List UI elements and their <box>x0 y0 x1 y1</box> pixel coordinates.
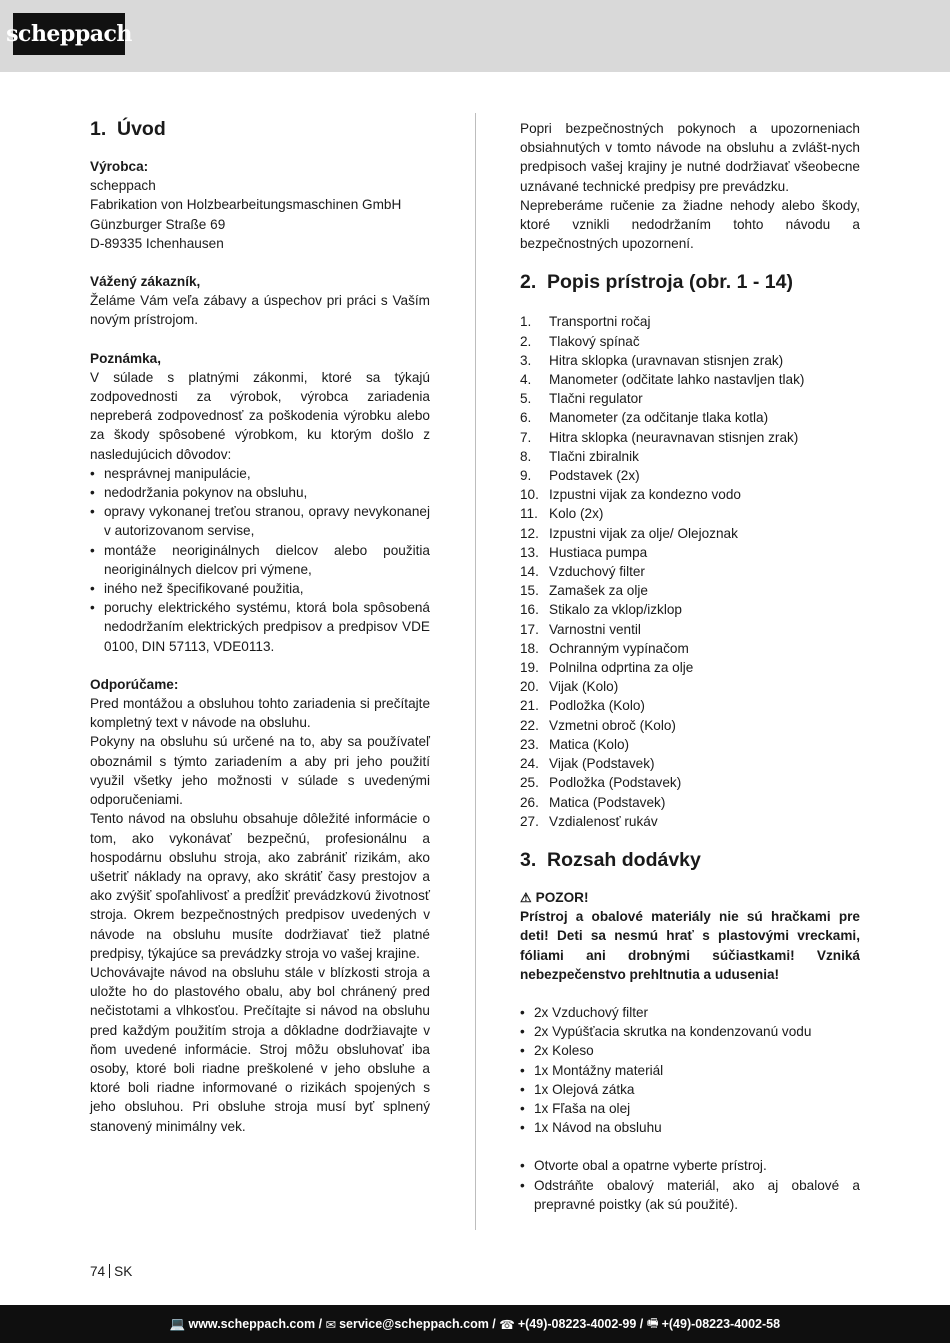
email-link[interactable]: service@scheppach.com / <box>339 1317 496 1331</box>
part-number: 24. <box>520 756 539 772</box>
unpacking-steps-list <box>520 1156 860 1214</box>
note-block <box>90 349 430 656</box>
part-number: 4. <box>520 372 532 388</box>
part-number: 20. <box>520 679 539 695</box>
part-name: Ochranným vypínačom <box>549 640 689 656</box>
list-item <box>520 428 860 447</box>
part-name: Zamašek za olje <box>549 583 648 599</box>
list-item <box>520 716 860 735</box>
part-name: Vzduchový filter <box>549 564 645 580</box>
page-number: 74 <box>90 1264 106 1279</box>
recommend-paragraph: Pokyny na obsluhu sú určené na to, aby sa používateľ oboznámil s týmto zariadením a aby pri jeho použití využil všetky jeho možnosti v súlade s uvedenými odporučeniami. <box>90 734 430 808</box>
list-item <box>520 754 860 773</box>
delivery-items-list <box>520 1003 860 1137</box>
page-footer <box>90 1264 132 1279</box>
list-item <box>520 639 860 658</box>
note-label: Poznámka, <box>90 350 162 366</box>
part-name: Matica (Kolo) <box>549 736 630 752</box>
list-item <box>520 658 860 677</box>
recommend-paragraph: Tento návod na obsluhu obsahuje dôležité informácie o tom, ako vykonávať bezpečnú, profesionálnu a hospodárnu obsluhu stroja, ako zabrániť rizikám, ako ušetriť náklady na opravy, ako skrátiť časy prestojov a ako zvýšiť spoľahlivosť a predĺžiť prevádzkovú životnosť stroja. Okrem bezpečnostných predpisov uvedených v návode na obsluhu musíte dodržiavať tiež platné predpisy, týkajúce sa prevádzky stroja vo vašej krajine. <box>90 811 430 961</box>
part-name: Vijak (Kolo) <box>549 679 619 695</box>
list-item: • iného než špecifikované použitia, <box>90 579 430 598</box>
part-name: Polnilna odprtina za olje <box>549 660 694 676</box>
recommend-paragraph: Uchovávajte návod na obsluhu stále v blízkosti stroja a uložte ho do plastového obalu, aby bol chránený pred nečistotami a vlhkosťou. Prečítajte si návod na obsluhu pred každým použitím stroja a dôkladne dodržiavajte v ňom uvedené informácie. Stroj môžu obsluhovať iba osoby, ktoré boli riadne preškolené v jeho obsluhe a ktoré boli riadne informované o rizikách spojených s jeho obsluhou. Pri obsluhe stroja musí byť splnený stanovený minimálny vek. <box>90 964 430 1134</box>
fax-icon: 🖷 <box>646 1315 659 1330</box>
list-item <box>520 370 860 389</box>
part-number: 21. <box>520 698 539 714</box>
list-item <box>520 524 860 543</box>
part-number: 3. <box>520 352 532 368</box>
contact-bar <box>0 1305 950 1343</box>
intro-paragraph: Popri bezpečnostných pokynoch a upozorneniach obsiahnutých v tomto návode na obsluhu a zvlášt-nych predpisoch vašej krajiny je nutné dodržiavať všeobecne uznávané technické predpisy pre prevádzku. <box>520 121 860 194</box>
list-item <box>520 389 860 408</box>
list-item <box>520 562 860 581</box>
parts-list <box>520 312 860 830</box>
manufacturer-label: Výrobca: <box>90 159 149 174</box>
list-item <box>520 735 860 754</box>
section-title: Rozsah dodávky <box>547 848 701 871</box>
customer-label: Vážený zákazník, <box>90 274 201 290</box>
list-item <box>520 447 860 466</box>
page-separator <box>109 1264 110 1278</box>
list-item <box>520 600 860 619</box>
part-number: 19. <box>520 660 539 676</box>
list-item: • 2x Vzduchový filter <box>520 1003 860 1022</box>
part-name: Manometer (za odčitanje tlaka kotla) <box>549 410 769 426</box>
manufacturer-block <box>90 157 430 253</box>
part-number: 17. <box>520 621 539 637</box>
section-title: Popis prístroja (obr. 1 - 14) <box>547 271 793 294</box>
part-name: Vzmetni obroč (Kolo) <box>549 717 676 733</box>
part-number: 5. <box>520 391 532 407</box>
fax-number: +(49)-08223-4002-58 <box>661 1317 781 1331</box>
list-item <box>520 485 860 504</box>
part-name: Vijak (Podstavek) <box>549 756 655 772</box>
list-item: • montáže neoriginálnych dielcov alebo použitia neoriginálnych dielcov pri výmene, <box>90 541 430 579</box>
part-number: 22. <box>520 717 539 733</box>
part-name: Manometer (odčitate lahko nastavljen tlak) <box>549 372 805 388</box>
part-name: Hustiaca pumpa <box>549 544 648 560</box>
list-item: • opravy vykonanej treťou stranou, opravy nevykonanej v autorizovanom servise, <box>90 502 430 540</box>
part-number: 9. <box>520 468 532 484</box>
list-item: • 1x Montážny materiál <box>520 1061 860 1080</box>
list-item: • 1x Návod na obsluhu <box>520 1118 860 1137</box>
part-number: 2. <box>520 333 532 349</box>
list-item <box>520 332 860 351</box>
list-item <box>520 620 860 639</box>
part-name: Kolo (2x) <box>549 506 604 522</box>
recommend-label: Odporúčame: <box>90 676 179 692</box>
scheppach-logo: scheppach <box>13 13 125 55</box>
language-code: SK <box>114 1264 133 1279</box>
section-2-heading <box>520 270 860 294</box>
part-number: 8. <box>520 448 532 464</box>
part-name: Varnostni ventil <box>549 621 641 637</box>
customer-text: Želáme Vám veľa zábavy a úspechov pri práci s Vaším novým prístrojom. <box>90 293 430 328</box>
computer-icon: 💻 <box>169 1316 186 1331</box>
part-name: Tlačni zbiralnik <box>549 448 639 464</box>
part-number: 14. <box>520 564 539 580</box>
part-name: Podložka (Kolo) <box>549 698 645 714</box>
list-item <box>520 677 860 696</box>
part-name: Podložka (Podstavek) <box>549 775 682 791</box>
list-item: • nedodržania pokynov na obsluhu, <box>90 483 430 502</box>
part-name: Vzdialenosť rukáv <box>549 813 658 829</box>
list-item: • Otvorte obal a opatrne vyberte prístroj. <box>520 1156 860 1175</box>
section-number: 1. <box>90 118 107 140</box>
part-name: Matica (Podstavek) <box>549 794 666 810</box>
part-name: Tlačni regulator <box>549 391 643 407</box>
list-item <box>520 466 860 485</box>
intro-block <box>520 119 860 253</box>
manufacturer-line: D-89335 Ichenhausen <box>90 235 224 251</box>
part-name: Hitra sklopka (neuravnavan stisnjen zrak) <box>549 429 799 445</box>
list-item: • 2x Vypúšťacia skrutka na kondenzovanú vodu <box>520 1022 860 1041</box>
part-number: 6. <box>520 410 532 426</box>
phone-icon: ☎ <box>499 1317 515 1332</box>
part-number: 25. <box>520 775 539 791</box>
part-name: Izpustni vijak za kondezno vodo <box>549 487 741 503</box>
part-number: 27. <box>520 813 539 829</box>
recommend-paragraph: Pred montážou a obsluhou tohto zariadenia si prečítajte kompletný text v návode na obsluhu. <box>90 696 430 731</box>
part-number: 13. <box>520 544 539 560</box>
list-item <box>520 581 860 600</box>
header-bar <box>0 0 950 72</box>
part-number: 18. <box>520 640 539 656</box>
warning-text: Prístroj a obalové materiály nie sú hračkami pre deti! Deti sa nesmú hrať s plastovými vreckami, fóliami ani drobnými súčiastkami! Vzniká nebezpečenstvo prehltnutia a udusenia! <box>520 909 860 982</box>
list-item <box>520 543 860 562</box>
section-3-heading <box>520 848 860 872</box>
list-item: • 1x Fľaša na olej <box>520 1099 860 1118</box>
list-item: • poruchy elektrického systému, ktorá bola spôsobená nedodržaním elektrických predpisov a predpisov VDE 0100, DIN 57113, VDE0113. <box>90 598 430 656</box>
section-1-heading <box>90 117 430 141</box>
part-name: Transportni ročaj <box>549 314 651 330</box>
part-number: 26. <box>520 794 539 810</box>
list-item <box>520 408 860 427</box>
list-item: • nesprávnej manipulácie, <box>90 464 430 483</box>
list-item <box>520 312 860 331</box>
note-bullet-list <box>90 464 430 656</box>
warning-label: POZOR! <box>535 889 589 905</box>
manufacturer-line: Fabrikation von Holzbearbeitungsmaschinen GmbH <box>90 197 402 213</box>
part-number: 12. <box>520 525 539 541</box>
mail-icon: ✉ <box>325 1317 337 1332</box>
note-text: V súlade s platnými zákonmi, ktoré sa týkajú zodpovednosti za výrobok, výrobca zariadenia nepreberá zodpovednosť za poškodenia výrobku alebo za škody spôsobené výrobkom, ku ktorým došlo z nasledujúcich dôvodov: <box>90 369 430 462</box>
list-item: • 1x Olejová zátka <box>520 1080 860 1099</box>
part-number: 15. <box>520 583 539 599</box>
phone-number: +(49)-08223-4002-99 / <box>517 1317 644 1331</box>
part-number: 1. <box>520 314 532 330</box>
column-divider <box>475 113 476 1230</box>
part-name: Izpustni vijak za olje/ Olejoznak <box>549 525 738 541</box>
left-column <box>90 118 430 1136</box>
part-number: 7. <box>520 429 532 445</box>
warning-title <box>520 888 860 907</box>
part-number: 23. <box>520 736 539 752</box>
part-name: Podstavek (2x) <box>549 468 640 484</box>
recommend-block <box>90 675 430 1136</box>
part-name: Stikalo za vklop/izklop <box>549 602 682 618</box>
warning-icon: ⚠ <box>520 889 532 905</box>
section-number: 3. <box>520 848 537 871</box>
section-title: Úvod <box>117 118 166 140</box>
list-item <box>520 504 860 523</box>
list-item <box>520 773 860 792</box>
intro-paragraph: Nepreberáme ručenie za žiadne nehody alebo škody, ktoré vznikli nedodržaním tohto návodu a bezpečnostných upozornení. <box>520 197 860 252</box>
customer-block <box>90 272 430 330</box>
part-number: 11. <box>520 506 538 522</box>
list-item: • Odstráňte obalový materiál, ako aj obalové a prepravné poistky (ak sú použité). <box>520 1176 860 1214</box>
manufacturer-line: scheppach <box>90 178 156 194</box>
list-item <box>520 812 860 831</box>
part-number: 10. <box>520 487 539 503</box>
list-item <box>520 696 860 715</box>
list-item <box>520 793 860 812</box>
part-number: 16. <box>520 602 539 618</box>
part-name: Hitra sklopka (uravnavan stisnjen zrak) <box>549 352 784 368</box>
manufacturer-line: Günzburger Straße 69 <box>90 216 226 232</box>
website-link[interactable]: www.scheppach.com / <box>188 1317 323 1331</box>
part-name: Tlakový spínač <box>549 333 640 349</box>
list-item <box>520 351 860 370</box>
right-column <box>520 119 860 1214</box>
list-item: • 2x Koleso <box>520 1041 860 1060</box>
section-number: 2. <box>520 271 537 294</box>
